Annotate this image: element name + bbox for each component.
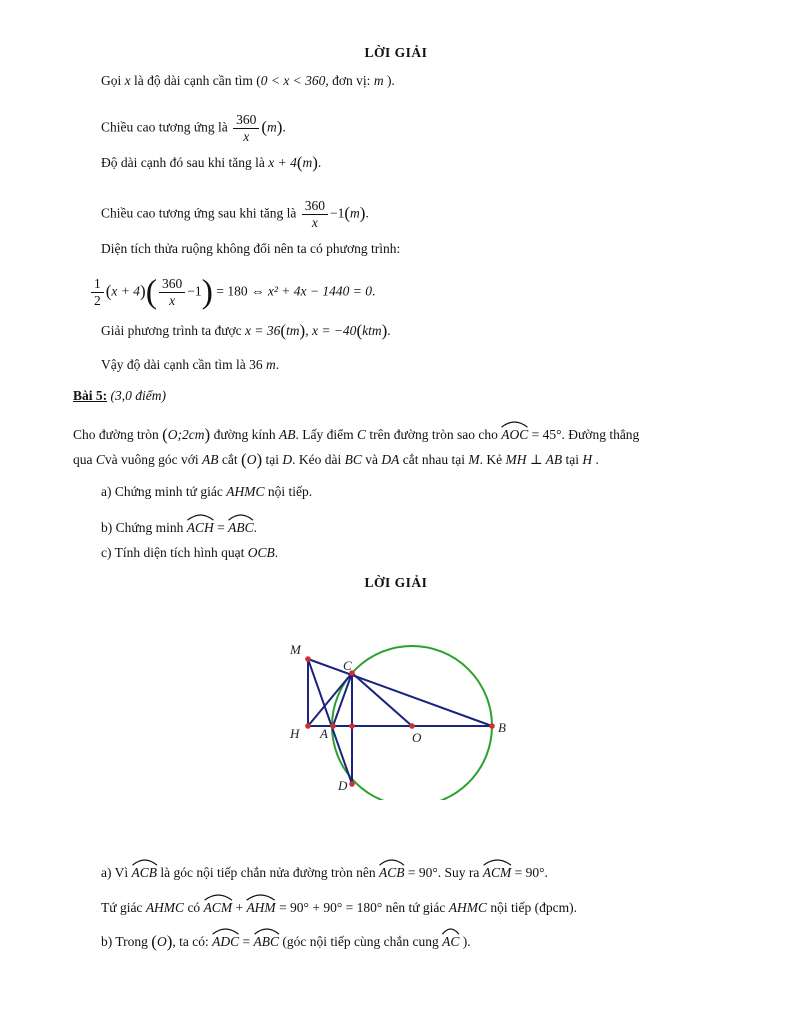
solution-a-line-2: Tứ giác AHMC có ACM + AHM = 90° + 90° = 180° nên tứ giác AHMC nội tiếp (đpcm). [101,893,577,917]
point-a [330,723,336,729]
line-conclusion: Vậy độ dài cạnh cần tìm là 36 m. [101,357,280,372]
angle-aoc: AOC [501,420,528,444]
point-d [349,781,355,787]
label-a: A [320,726,328,741]
line-area-text: Diện tích thửa ruộng không đổi nên ta có phương trình: [101,241,401,256]
line-define-x: Gọi x là độ dài cạnh cần tìm (0 < x < 360, đơn vị: m ). [101,73,395,88]
point-o [409,723,415,729]
circle-o [332,646,492,800]
label-m: M [290,642,301,657]
angle-abc: ABC [228,513,254,537]
label-b: B [498,720,506,735]
label-d: D [338,778,348,793]
point-b [489,723,495,729]
fraction-half: $\frac{1}{2}$ [91,276,104,309]
problem-statement-1: Cho đường tròn (O;2cm) đường kính AB. Lấy điểm C trên đường tròn sao cho AOC = 45°. Đường thẳng [73,420,639,444]
angle-ahm: AHM [246,893,275,917]
figure-lines [308,659,492,784]
fraction: $\frac{360}{x}$ [233,112,259,145]
solution-a-line-1: a) Vì ACB là góc nội tiếp chắn nửa đường tròn nên ACB = 90°. Suy ra ACM = 90°. [101,858,548,882]
problem-statement-2: qua Cvà vuông góc với AB cắt (O) tại D. Kéo dài BC và DA cắt nhau tại M. Kẻ MH ⊥ AB tại H . [73,450,599,469]
line-roots: Giải phương trình ta được x = 36(tm), x = −40(ktm). [101,321,391,340]
geometry-svg [282,630,518,800]
angle-ach: ACH [187,513,214,537]
angle-adc: ADC [212,927,239,951]
line-new-height: Chiều cao tương ứng sau khi tăng là $\frac{360}{x}$ −1(m). [101,198,369,230]
line-new-side: Độ dài cạnh đó sau khi tăng là x + 4(m). [101,153,322,172]
segment-md [308,659,352,784]
fraction: $\frac{360}{x}$ [159,276,185,309]
geometry-figure [282,630,518,800]
point-foot [349,723,355,729]
angle-abc-2: ABC [254,927,280,951]
point-m [305,656,311,662]
label-c: C [343,658,352,673]
arc-ac: AC [442,927,459,951]
segment-ch [308,673,352,726]
label-o: O [412,730,422,745]
segment-co [352,673,412,726]
question-c: c) Tính diện tích hình quạt OCB. [101,545,279,560]
fraction: $\frac{360}{x}$ [302,198,328,231]
solution-title-1: LỜI GIẢI [364,45,428,60]
angle-acb: ACB [132,858,158,882]
angle-acm: ACM [483,858,512,882]
angle-acm-2: ACM [204,893,233,917]
solution-b-line-1: b) Trong (O), ta có: ADC = ABC (góc nội tiếp cùng chắn cung AC ). [101,927,471,951]
label-h: H [290,726,300,741]
question-b: b) Chứng minh ACH = ABC. [101,513,257,537]
solution-title-2: LỜI GIẢI [364,575,428,590]
question-a: a) Chứng minh tứ giác AHMC nội tiếp. [101,484,313,499]
line-height: Chiều cao tương ứng là $\frac{360}{x}$ (m). [101,112,286,144]
point-h [305,723,311,729]
angle-acb-2: ACB [379,858,405,882]
problem-5-heading: Bài 5: (3,0 điểm) [73,388,166,403]
line-equation: $\frac{1}{2}$ (x + 4)( $\frac{360}{x}$ −1) = 180 ⇔ x² + 4x − 1440 = 0. [89,276,375,309]
